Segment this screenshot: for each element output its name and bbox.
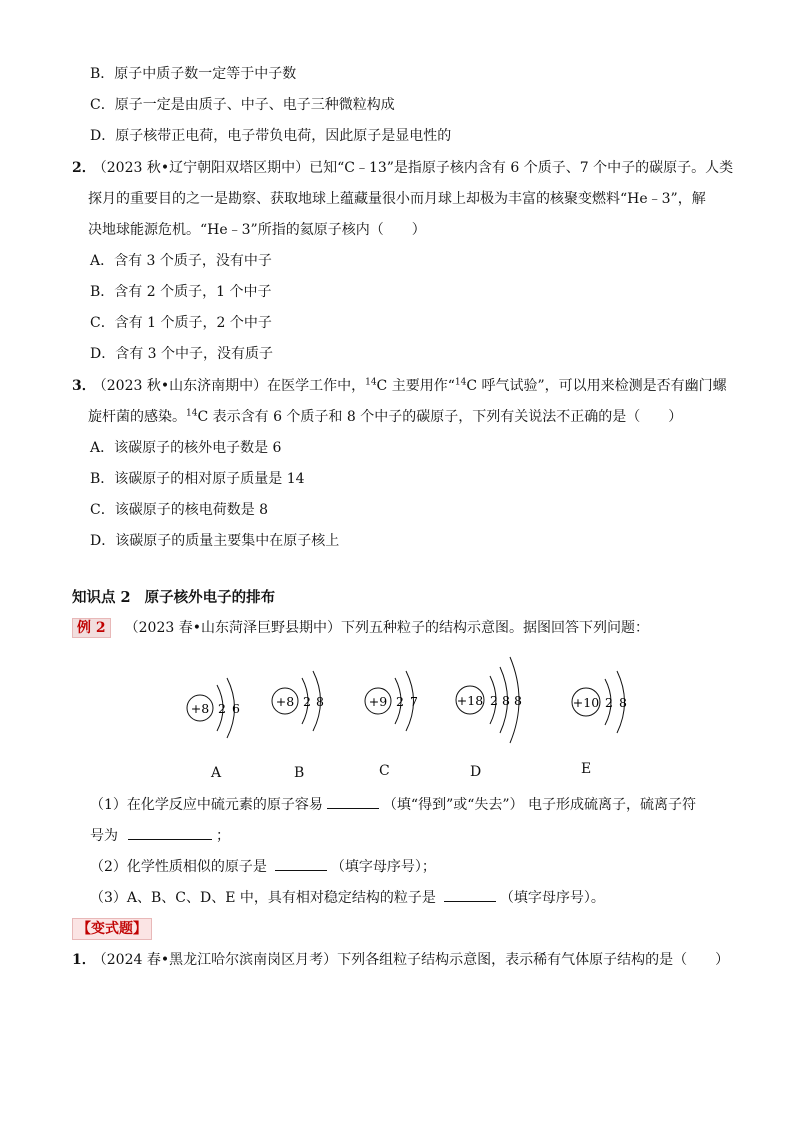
q3-number: 3．	[72, 378, 96, 394]
particle-diagram-d	[456, 657, 522, 743]
shell-electron-count: 8	[619, 695, 627, 710]
shell-electron-count: 2	[218, 701, 226, 716]
sub2-text-b: （填字母序号）；	[330, 859, 436, 875]
q3-text-2a: 旋杆菌的感染。	[88, 409, 186, 425]
sub2-text-a: （2）化学性质相似的原子是	[90, 859, 267, 875]
sub1-text-d: ；	[216, 828, 230, 844]
particle-diagram-c	[365, 671, 418, 731]
shell-electron-count: 7	[410, 694, 418, 709]
q2-option-a: A．含有 3 个质子，没有中子	[90, 253, 272, 269]
answer-blank[interactable]	[275, 856, 327, 871]
q1-option-d: D．原子核带正电荷，电子带负电荷，因此原子是显电性的	[90, 128, 452, 144]
sub1-text-a: （1）在化学反应中硫元素的原子容易	[90, 797, 323, 813]
sub-question-1-line1	[90, 794, 696, 815]
diagram-label-a: A	[211, 765, 222, 781]
q3-stem-line2	[88, 407, 682, 427]
q2-number: 2．	[72, 160, 96, 176]
answer-blank[interactable]	[444, 887, 496, 902]
shell-electron-count: 6	[232, 701, 240, 716]
section-title: 原子核外电子的排布	[144, 589, 276, 606]
answer-blank[interactable]	[327, 794, 379, 809]
q2-stem-line3: 决地球能源危机。“He﹣3”所指的氦原子核内（ ）	[88, 222, 426, 238]
q3-option-a: A．该碳原子的核外电子数是 6	[90, 440, 282, 456]
shell-electron-count: 8	[502, 693, 510, 708]
example-badge: 例 2	[72, 618, 111, 638]
nucleus-label: +9	[368, 694, 388, 709]
q3-option-b: B．该碳原子的相对原子质量是 14	[90, 471, 305, 487]
sub3-text-a: （3）A、B、C、D、E 中，具有相对稳定结构的粒子是	[90, 890, 436, 906]
sub-question-2	[90, 856, 436, 877]
q3-stem-line1	[72, 376, 727, 396]
q2-text-1: （2023 秋•辽宁朝阳双塔区期中）已知“C﹣13”是指原子核内含有 6 个质子、7 个中子的碳原子。人类	[99, 160, 734, 176]
variant-text: （2024 春•黑龙江哈尔滨南岗区月考）下列各组粒子结构示意图，表示稀有气体原子结构的是（ ）	[99, 952, 730, 968]
q2-stem-line2: 探月的重要目的之一是勘察、获取地球上蕴藏量很小而月球上却极为丰富的核聚变燃料“He﹣3”，解	[88, 191, 706, 207]
diagram-label-c: C	[379, 763, 390, 779]
nucleus-label: +8	[275, 694, 295, 709]
particle-diagram-a	[187, 678, 240, 738]
sub1-text-b: （填“得到”或“失去”） 电子形成硫离子，硫离子符	[382, 797, 696, 813]
q2-option-d: D．含有 3 个中子，没有质子	[90, 346, 274, 362]
section-heading	[72, 588, 275, 608]
q3-text-2b: C 表示含有 6 个质子和 8 个中子的碳原子，下列有关说法不正确的是（ ）	[197, 409, 683, 425]
shell-electron-count: 8	[316, 694, 324, 709]
particle-diagram-e	[572, 671, 627, 733]
q1-option-c: C．原子一定是由质子、中子、电子三种微粒构成	[90, 97, 395, 113]
shell-electron-count: 8	[514, 693, 522, 708]
q3-text-1a: （2023 秋•山东济南期中）在医学工作中，	[99, 378, 366, 394]
sub1-text-c: 号为	[90, 828, 118, 844]
q1-option-b: B．原子中质子数一定等于中子数	[90, 66, 297, 82]
q3-text-1b: C 主要用作“	[376, 378, 455, 394]
diagram-label-e: E	[581, 761, 592, 777]
diagram-label-d: D	[470, 764, 482, 780]
sub-question-3	[90, 887, 605, 908]
mass-number: 14	[365, 377, 377, 388]
variant-badge: 【变式题】	[72, 918, 152, 940]
mass-number: 14	[186, 408, 198, 419]
nucleus-label: +10	[572, 695, 600, 710]
example-2-text: （2023 春•山东菏泽巨野县期中）下列五种粒子的结构示意图。据图回答下列问题：	[124, 620, 649, 636]
answer-blank[interactable]	[128, 825, 212, 840]
nucleus-label: +18	[456, 693, 484, 708]
q3-option-d: D．该碳原子的质量主要集中在原子核上	[90, 533, 340, 549]
sub3-text-b: （填字母序号）。	[499, 890, 605, 906]
atomic-structure-diagrams	[0, 645, 793, 745]
shell-electron-count: 2	[490, 693, 498, 708]
sub-question-1-line2	[90, 825, 230, 846]
shell-electron-count: 2	[605, 695, 613, 710]
variant-question-1	[72, 950, 729, 970]
example-2-stem	[72, 618, 649, 638]
variant-number: 1．	[72, 952, 96, 968]
q2-option-b: B．含有 2 个质子，1 个中子	[90, 284, 272, 300]
particle-diagram-b	[272, 671, 324, 731]
section-label: 知识点 2	[72, 589, 131, 606]
shell-electron-count: 2	[303, 694, 311, 709]
q2-stem-line1	[72, 158, 733, 178]
nucleus-label: +8	[190, 701, 210, 716]
mass-number: 14	[454, 377, 467, 388]
q3-text-1c: C 呼气试验”，可以用来检测是否有幽门螺	[466, 378, 727, 394]
q3-option-c: C．该碳原子的核电荷数是 8	[90, 502, 269, 518]
q2-option-c: C．含有 1 个质子，2 个中子	[90, 315, 272, 331]
shell-electron-count: 2	[396, 694, 404, 709]
diagram-label-b: B	[294, 765, 305, 781]
